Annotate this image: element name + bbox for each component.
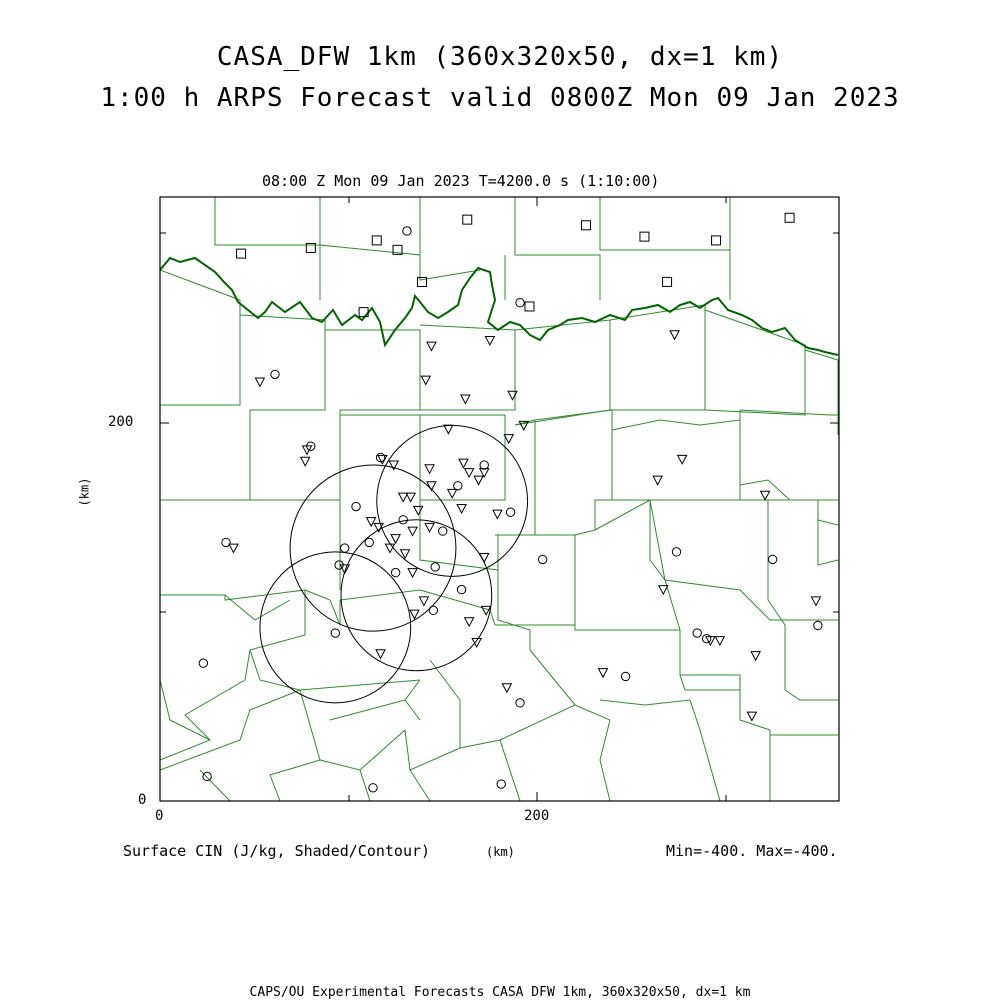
station-square-marker bbox=[525, 302, 534, 311]
station-triangle-marker bbox=[751, 652, 760, 661]
station-circle-marker bbox=[454, 482, 462, 490]
county-boundaries bbox=[160, 197, 838, 801]
station-triangle-marker bbox=[761, 491, 770, 500]
station-triangle-marker bbox=[678, 455, 687, 464]
station-triangle-marker bbox=[485, 336, 494, 345]
station-triangle-marker bbox=[747, 712, 756, 721]
station-triangle-marker bbox=[659, 586, 668, 595]
station-circle-marker bbox=[341, 544, 349, 552]
station-triangle-marker bbox=[472, 638, 481, 647]
station-triangle-marker bbox=[457, 504, 466, 513]
station-triangle-marker bbox=[421, 376, 430, 385]
plot-frame bbox=[160, 197, 839, 801]
y-tick-200: 200 bbox=[108, 414, 134, 430]
station-triangle-marker bbox=[229, 544, 238, 553]
station-circle-marker bbox=[621, 672, 629, 680]
station-square-marker bbox=[640, 232, 649, 241]
station-circle-marker bbox=[693, 629, 701, 637]
station-circle-marker bbox=[439, 527, 447, 535]
axis-ticks bbox=[160, 197, 839, 801]
station-circle-marker bbox=[369, 784, 377, 792]
title-line-1: CASA_DFW 1km (360x320x50, dx=1 km) bbox=[216, 42, 784, 72]
station-triangle-marker bbox=[461, 395, 470, 404]
station-square-marker bbox=[785, 213, 794, 222]
station-circle-marker bbox=[399, 516, 407, 524]
station-circle-marker bbox=[480, 461, 488, 469]
station-square-marker bbox=[372, 236, 381, 245]
station-triangle-marker bbox=[598, 669, 607, 678]
station-square-marker bbox=[463, 215, 472, 224]
station-circle-marker bbox=[352, 502, 360, 510]
x-tick-200: 200 bbox=[524, 808, 550, 824]
station-square-marker bbox=[237, 249, 246, 258]
station-circle-marker bbox=[497, 780, 505, 788]
station-triangle-marker bbox=[670, 331, 679, 340]
station-circle-marker bbox=[768, 555, 776, 563]
station-circle-marker bbox=[506, 508, 514, 516]
station-triangle-marker bbox=[367, 518, 376, 527]
station-circle-marker bbox=[672, 548, 680, 556]
title-line-2: 1:00 h ARPS Forecast valid 0800Z Mon 09 Jan 2023 bbox=[100, 83, 900, 113]
station-square-marker bbox=[582, 221, 591, 230]
station-circle-marker bbox=[199, 659, 207, 667]
station-triangle-marker bbox=[419, 597, 428, 606]
plot-header: 08:00 Z Mon 09 Jan 2023 T=4200.0 s (1:10:00) bbox=[262, 172, 660, 190]
station-circle-marker bbox=[431, 563, 439, 571]
station-triangle-marker bbox=[391, 535, 400, 544]
station-triangle-marker bbox=[301, 457, 310, 466]
station-circle-marker bbox=[222, 538, 230, 546]
station-triangle-marker bbox=[493, 510, 502, 518]
station-circle-marker bbox=[538, 555, 546, 563]
station-circle-marker bbox=[331, 629, 339, 637]
min-max-caption: Min=-400. Max=-400. bbox=[666, 842, 838, 860]
station-triangle-marker bbox=[448, 489, 457, 498]
station-triangle-marker bbox=[444, 425, 453, 434]
station-triangle-marker bbox=[255, 378, 264, 387]
station-triangle-marker bbox=[508, 391, 517, 400]
field-caption: Surface CIN (J/kg, Shaded/Contour) bbox=[123, 842, 431, 860]
station-circle-marker bbox=[516, 699, 524, 707]
station-triangle-marker bbox=[474, 476, 483, 485]
station-square-marker bbox=[712, 236, 721, 245]
y-tick-0: 0 bbox=[138, 792, 147, 808]
station-circle-marker bbox=[814, 621, 822, 629]
station-circle-marker bbox=[516, 299, 524, 307]
station-triangle-marker bbox=[378, 455, 387, 464]
station-triangle-marker bbox=[459, 459, 468, 468]
station-triangle-marker bbox=[653, 476, 662, 485]
station-square-marker bbox=[663, 277, 672, 286]
station-triangle-marker bbox=[414, 506, 423, 515]
station-circle-marker bbox=[271, 370, 279, 378]
station-triangle-marker bbox=[410, 610, 419, 619]
station-circle-marker bbox=[203, 772, 211, 780]
station-circle-marker bbox=[391, 568, 399, 576]
station-triangle-marker bbox=[425, 523, 434, 532]
station-triangle-marker bbox=[465, 618, 474, 627]
station-circle-marker bbox=[457, 585, 465, 593]
station-triangle-marker bbox=[408, 527, 417, 536]
station-triangle-marker bbox=[465, 469, 474, 478]
x-axis-unit: (km) bbox=[486, 845, 515, 859]
station-triangle-marker bbox=[502, 684, 511, 693]
station-circle-marker bbox=[365, 538, 373, 546]
footer-credit: CAPS/OU Experimental Forecasts CASA DFW 1km, 360x320x50, dx=1 km bbox=[249, 985, 751, 1000]
station-triangle-marker bbox=[504, 435, 513, 444]
radar-ring bbox=[260, 552, 411, 703]
station-circle-marker bbox=[403, 227, 411, 235]
station-triangle-marker bbox=[811, 597, 820, 606]
station-triangle-marker bbox=[427, 342, 436, 351]
station-circle-marker bbox=[429, 606, 437, 614]
x-tick-0: 0 bbox=[155, 808, 164, 824]
station-triangle-marker bbox=[715, 637, 724, 646]
radar-ring bbox=[341, 520, 492, 671]
station-triangle-marker bbox=[408, 569, 417, 578]
station-triangle-marker bbox=[376, 650, 385, 659]
y-axis-label: (km) bbox=[77, 477, 92, 507]
station-triangle-marker bbox=[425, 465, 434, 474]
state-border bbox=[160, 258, 838, 355]
station-markers bbox=[199, 213, 822, 792]
